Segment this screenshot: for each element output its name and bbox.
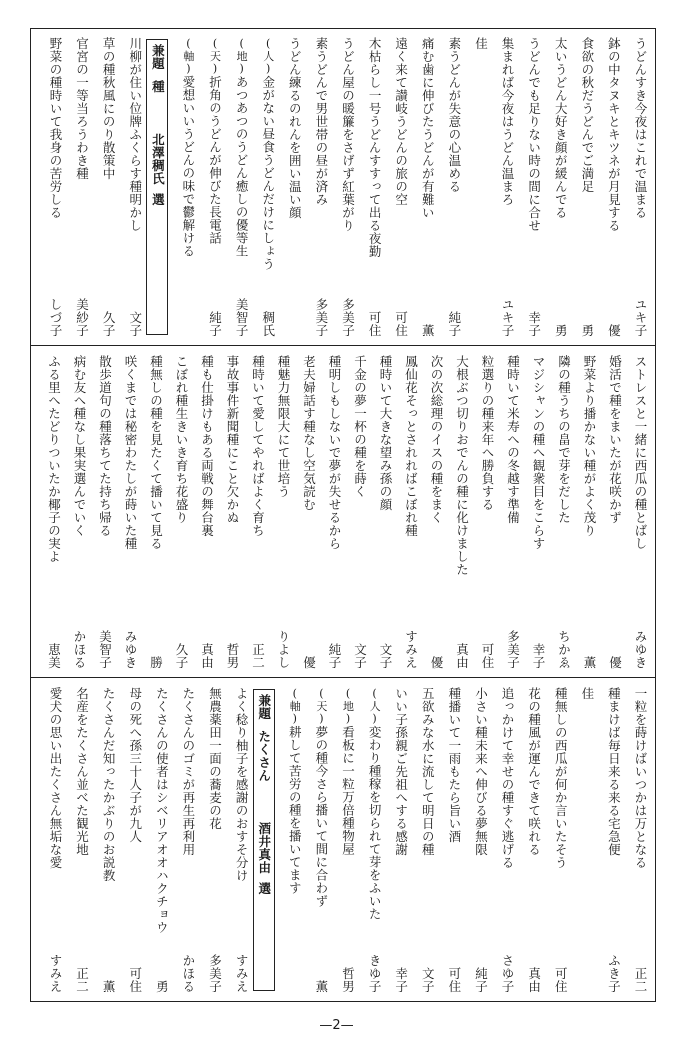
page-frame [30, 28, 656, 1002]
poem-line: 名産をたくさん並べた観光地 [74, 687, 90, 856]
poem-author: 正二 [74, 967, 90, 993]
poem-text [99, 687, 117, 882]
poem [170, 685, 197, 995]
poem-text [172, 355, 190, 524]
kendai-theme: 種 [150, 80, 166, 93]
poem-line: こぼれ種生きいき育ち花盛り [174, 355, 189, 524]
poem-text [338, 687, 356, 856]
poem [224, 35, 251, 339]
poem-author: 幸子 [526, 311, 542, 337]
poem-author: 可住 [480, 643, 495, 669]
poem [303, 685, 330, 995]
poem-line: 種時いて愛してやればよく育ち [250, 355, 266, 537]
poem [543, 35, 570, 339]
poem-author: 可住 [393, 311, 409, 337]
poem-text [45, 355, 63, 563]
poem-line: 集まれば今夜はうどん温まろ [500, 37, 516, 206]
prize-mark: (軸) [181, 37, 195, 76]
poem [547, 353, 573, 671]
poem-text [578, 37, 596, 193]
poem-author: 真由 [454, 643, 470, 669]
kendai-theme: たくさん [256, 730, 272, 782]
kendai-box [253, 689, 275, 991]
section-tane-columns [37, 353, 649, 671]
poem [463, 35, 490, 339]
poem-text [504, 355, 522, 524]
poem [114, 353, 140, 671]
poem-text [285, 37, 303, 219]
poem [277, 685, 304, 995]
poem-line: 愛想いいうどんの味で鬱解ける [180, 75, 196, 258]
prize-mark: (地) [235, 37, 249, 76]
poem-text [152, 687, 170, 934]
poem-author: 勇 [553, 324, 569, 337]
poem-line: たくさんのゴミが再生再利用 [180, 687, 196, 856]
poem-line: 小さい種未来へ伸びる夢無限 [473, 687, 489, 856]
poem-line: 夢の種今さら播いて間に合わず [313, 725, 329, 908]
poem [445, 353, 471, 671]
poem-line: マジシャンの種へ観衆目をこらす [531, 355, 546, 550]
poem [224, 685, 251, 995]
poem-line: 鳳仙花そっとされればこぼれ種 [403, 355, 419, 537]
poem [394, 353, 420, 671]
poem [88, 353, 114, 671]
poem [165, 353, 191, 671]
poem-line: 太いうどん大好き顔が緩んでる [553, 37, 569, 219]
poem-line: 折角のうどんが伸びた長電話 [207, 75, 223, 245]
poem-text [498, 37, 516, 206]
poem [250, 35, 277, 339]
poem-author: ちかゑ [556, 630, 572, 669]
poem-author: 美紗子 [74, 298, 90, 337]
poem-author: ふき子 [606, 954, 622, 993]
poem-author: 多美子 [505, 630, 521, 669]
poem-text [126, 687, 144, 843]
poem-text [392, 37, 410, 206]
poem-text [206, 37, 224, 245]
poem-author: 真由 [199, 643, 215, 669]
poem-line: 種無しの西瓜が何か言いたそう [553, 687, 569, 869]
poem [516, 35, 543, 339]
poem-text [578, 687, 596, 700]
poem-line: 母の死へ孫三十人子が九人 [127, 687, 143, 843]
poem-line: 隣の種うちの畠で芽をだした [556, 355, 572, 524]
poem [436, 35, 463, 339]
poem-author: 文子 [127, 311, 143, 337]
poem-line: 無農薬田一面の蕎麦の花 [207, 687, 223, 830]
poem-text [338, 37, 356, 232]
poem-line: うどんでも足りない時の間に合せ [526, 37, 542, 232]
poem-text [392, 687, 410, 856]
poem-line: 五欲みな水に流して明日の種 [420, 687, 436, 856]
poem-text [285, 687, 303, 895]
poem-author: 哲男 [225, 643, 240, 669]
poem-line: 種無しの種を見たくて播いて見る [148, 355, 164, 550]
poem-text [471, 687, 489, 856]
poem-line: 花の種風が運んできて咲れる [526, 687, 542, 856]
poem-text [300, 355, 318, 511]
poem [573, 353, 599, 671]
poem-line: 大根ぶつ切りおでんの種に化けました [454, 355, 470, 576]
poem [37, 35, 64, 339]
poem-line: 千金の夢一杯の種を蒔く [352, 355, 368, 498]
poem-author: かほる [72, 630, 87, 669]
poem-author: 勇 [579, 324, 595, 337]
poem-text [351, 355, 369, 498]
poem-line: 木枯らし一号うどんすすって出る夜勤 [367, 37, 383, 258]
poem-line: たくさんだ知ったかぶりのお説教 [101, 687, 117, 882]
poem-text [96, 355, 114, 537]
poem [436, 685, 463, 995]
poem-author: みゆき [633, 630, 648, 669]
poem-line: 散歩道句の種落ちてた持ち帰る [97, 355, 113, 537]
poem-author: 薫 [420, 324, 436, 337]
kendai-column [144, 35, 171, 339]
poem [522, 353, 548, 671]
poem-text [555, 355, 573, 524]
selector-mark: 選 [256, 882, 272, 895]
poem-text [179, 687, 197, 856]
poem-line: うどんすき今夜はこれで温まる [633, 37, 648, 219]
poem [420, 353, 446, 671]
poem-text [126, 37, 144, 232]
poem-line: うどん屋の暖簾をさげず紅葉がり [340, 37, 356, 232]
poem-author: 可住 [553, 967, 569, 993]
poem [37, 685, 64, 995]
poem [356, 685, 383, 995]
poem-text [551, 687, 569, 869]
poem-author: 優 [429, 656, 444, 669]
poem [267, 353, 293, 671]
poem-author: 純子 [327, 643, 342, 669]
poem [496, 353, 522, 671]
poem [410, 35, 437, 339]
poem-line: 食欲の秋だうどんでご満足 [579, 37, 595, 193]
page-number: —2— [319, 1018, 354, 1033]
poem [622, 35, 649, 339]
poem-text [580, 355, 598, 537]
poem-text [198, 355, 216, 537]
poem-author: りよし [276, 630, 291, 669]
poem-text [73, 687, 91, 856]
poem-line: 素うどんが失意の心温める [446, 37, 462, 193]
poem [91, 685, 118, 995]
poem-author: 幸子 [531, 643, 546, 669]
poem-author: 多美子 [340, 298, 356, 337]
poem-text [631, 687, 649, 869]
poem-line: 種魅力無限大にて世培う [276, 355, 291, 498]
selector-mark: 選 [150, 193, 166, 206]
poem-line: 老夫婦話す種なし空気読む [301, 355, 317, 511]
poem-author: 純子 [207, 311, 223, 337]
poem [91, 35, 118, 339]
divider-2 [31, 677, 655, 678]
poem-author: 優 [301, 656, 317, 669]
poem-line: 事故事件新聞種にこと欠かぬ [225, 355, 240, 524]
poem-line: 野菜より播かない種がよく茂り [582, 355, 597, 537]
poem-text [223, 355, 241, 524]
poem-author: すみえ [234, 954, 250, 993]
prize-mark: (天) [314, 687, 328, 726]
poem-text [73, 37, 91, 180]
poem [343, 353, 369, 671]
poem-text [604, 37, 622, 232]
poem [330, 685, 357, 995]
poem-line: 草の種秋風にのり散策中 [101, 37, 117, 180]
section-tane [31, 347, 655, 677]
poem [144, 685, 171, 995]
poem-author: 優 [607, 656, 623, 669]
poem-author: しづ子 [47, 298, 63, 337]
section-udon [31, 29, 655, 345]
poem-text [46, 687, 64, 869]
poem-author: 文子 [378, 643, 393, 669]
poem [598, 353, 624, 671]
poem [596, 35, 623, 339]
poem-author: 久子 [101, 311, 117, 337]
poem [37, 353, 63, 671]
poem [356, 35, 383, 339]
poem-text [376, 355, 394, 511]
poem-line: 種まけば毎日来る来る宅急便 [606, 687, 622, 856]
poem-author: 真由 [526, 967, 542, 993]
poem-text [312, 687, 330, 908]
poem-author: かほる [180, 954, 196, 993]
poem [489, 35, 516, 339]
poem [139, 353, 165, 671]
poem-line: 種播いて一雨もたら旨い酒 [446, 687, 462, 843]
poem-text [453, 355, 471, 576]
poem-text [249, 355, 267, 537]
prize-mark: (天) [208, 37, 222, 76]
poem-line: 官宮の一等当ろうわき種 [74, 37, 90, 180]
poem [197, 35, 224, 339]
poem-line: 種時いて大きな望み孫の顔 [378, 355, 393, 511]
poem-author: 美智子 [97, 630, 113, 669]
poem [624, 353, 650, 671]
poem-text [471, 37, 489, 50]
poem-line: 種も仕掛けもある両戦の舞台裏 [199, 355, 215, 537]
poem-author: 哲男 [340, 967, 356, 993]
poem-line: 川柳が住い位牌ふくらす種明かし [127, 37, 143, 232]
poem-line: 遠く来て讃岐うどんの旅の空 [393, 37, 409, 206]
divider-1 [31, 345, 655, 346]
poem [63, 353, 89, 671]
poem [330, 35, 357, 339]
poem-line: 耕して苦労の種を播いてます [287, 725, 303, 895]
poem-line: 婚活で種をまいたが花咲かず [607, 355, 623, 524]
poem-text [525, 687, 543, 856]
poem-author: 可住 [367, 311, 383, 337]
poem-line: 粒選りの種来年へ勝負する [480, 355, 495, 511]
poem [277, 35, 304, 339]
poem [216, 353, 242, 671]
poem-author: 文子 [420, 967, 436, 993]
poem-author: みゆき [123, 630, 138, 669]
poem-text [365, 687, 383, 921]
poem-line: 金がない昼食うどんだけにしょう [260, 75, 276, 271]
poem-author: 勝 [148, 656, 164, 669]
poem [489, 685, 516, 995]
poem-line: 咲くまでは秘密わたしが蒔いた種 [123, 355, 138, 550]
poem [117, 35, 144, 339]
poem-line: 種時いて米寿への冬越す準備 [505, 355, 521, 524]
poem [569, 35, 596, 339]
poem-line: 痛む歯に伸びたうどんが有難い [420, 37, 436, 219]
poem-text [551, 37, 569, 219]
poem-author: 美智子 [234, 298, 250, 337]
poem [516, 685, 543, 995]
poem-author: 久子 [174, 643, 189, 669]
poem-text [274, 355, 292, 498]
poem-line: うどん練るのれんを囲い温い顔 [287, 37, 303, 219]
poem-text [529, 355, 547, 550]
prize-mark: (人) [261, 37, 275, 76]
poem-text [631, 355, 649, 550]
poem-text [70, 355, 88, 537]
poem-text [121, 355, 139, 550]
poem-author: 多美子 [313, 298, 329, 337]
poem-text [418, 687, 436, 856]
poem-line: 変わり種稼を切られて芽をふいた [367, 725, 383, 921]
poem [64, 685, 91, 995]
poem-author: さゆ子 [500, 954, 516, 993]
poem-text [445, 687, 463, 843]
poem-text [604, 687, 622, 856]
poem-author: 薫 [582, 656, 597, 669]
poem-text [232, 37, 250, 258]
poem-text [478, 355, 496, 511]
poem-author: ユキ子 [633, 298, 648, 337]
poem-text [631, 37, 649, 219]
poem-text [312, 37, 330, 206]
poem-author: すみえ [403, 630, 419, 669]
poem-author: 優 [606, 324, 622, 337]
section-takusan-columns [37, 685, 649, 995]
poem-author: 可住 [446, 967, 462, 993]
poem-author: 幸子 [393, 967, 409, 993]
poem-text [147, 355, 165, 550]
poem-line: 看板に一粒万倍種物屋 [340, 725, 356, 856]
poem-line: 一粒を蒔けばいつかは万となる [633, 687, 648, 869]
poem [241, 353, 267, 671]
poem [303, 35, 330, 339]
kendai-label: 兼題 [150, 44, 166, 70]
poem-line: 次の次総理のイスの種をまく [429, 355, 444, 524]
poem-text [418, 37, 436, 219]
section-takusan [31, 679, 655, 1001]
selector-name: 北澤稠氏 [150, 133, 166, 185]
poem-text [606, 355, 624, 524]
poem [383, 685, 410, 995]
poem [292, 353, 318, 671]
poem [543, 685, 570, 995]
poem [622, 685, 649, 995]
kendai-column [250, 685, 277, 995]
poem-author: 恵美 [46, 643, 62, 669]
poem-line: ストレスと一緒に西瓜の種とばし [633, 355, 648, 550]
poem [596, 685, 623, 995]
poem-line: ふる里へたどりついたか椰子の実よ [46, 355, 62, 563]
poem [471, 353, 497, 671]
poem-author: すみえ [47, 954, 63, 993]
poem-author: 薫 [313, 980, 329, 993]
kendai-label: 兼題 [256, 694, 272, 720]
poem-text [99, 37, 117, 180]
poem-author: 多美子 [207, 954, 223, 993]
poem-line: 病む友へ種なし果実選んでいく [72, 355, 87, 537]
selector-name: 酒井真由 [256, 822, 272, 874]
poem-author: 正二 [633, 967, 648, 993]
poem-line: 佳 [473, 37, 489, 50]
poem-line: 素うどんで男世帯の昼が済み [313, 37, 329, 206]
poem [463, 685, 490, 995]
poem [369, 353, 395, 671]
poem-text [402, 355, 420, 537]
poem-line: 追っかけて幸せの種すぐ逃げる [500, 687, 516, 869]
poem-text [206, 687, 224, 830]
poem-text [498, 687, 516, 869]
poem-author: 純子 [473, 967, 489, 993]
poem-author: ユキ子 [500, 298, 516, 337]
poem-line: 佳 [579, 687, 595, 700]
poem [410, 685, 437, 995]
poem-author: 文子 [352, 643, 368, 669]
poem-line: 野菜の種時いて我身の苦労しる [47, 37, 63, 219]
poem [190, 353, 216, 671]
prize-mark: (人) [368, 687, 382, 726]
poem-text [365, 37, 383, 258]
poem-line: いい子孫親ご先祖へする感謝 [393, 687, 409, 856]
poem-author: 薫 [101, 980, 117, 993]
poem-author: 稠氏 [260, 311, 276, 337]
poem-author: 勇 [154, 980, 170, 993]
poem-line: 種明しもしないで夢が失せるから [327, 355, 342, 550]
poem-text [259, 37, 277, 271]
poem-text [179, 37, 197, 258]
prize-mark: (地) [341, 687, 355, 726]
poem [569, 685, 596, 995]
poem-line: たくさんの使者はシベリアオオハクチョウ [154, 687, 170, 934]
poem [383, 35, 410, 339]
poem-author: 正二 [250, 643, 266, 669]
poem-author: きゆ子 [367, 954, 383, 993]
poem-text [427, 355, 445, 524]
poem-line: あつあつのうどん癒しの優等生 [234, 75, 250, 258]
poem-text [232, 687, 250, 882]
poem [197, 685, 224, 995]
poem-text [445, 37, 463, 193]
poem [318, 353, 344, 671]
prize-mark: (軸) [288, 687, 302, 726]
poem-text [525, 37, 543, 232]
poem-text [46, 37, 64, 219]
poem [64, 35, 91, 339]
poem [117, 685, 144, 995]
poem-author: 可住 [127, 967, 143, 993]
poem-line: よく稔り柚子を感謝のおすそ分け [234, 687, 250, 882]
poem [170, 35, 197, 339]
poem-author: 純子 [446, 311, 462, 337]
poem-text [325, 355, 343, 550]
kendai-box [146, 39, 168, 335]
poem-line: 愛犬の思い出たくさん無垢な愛 [47, 687, 63, 869]
poem-line: 鉢の中タヌキとキツネが月見する [606, 37, 622, 232]
section-udon-columns [37, 35, 649, 339]
